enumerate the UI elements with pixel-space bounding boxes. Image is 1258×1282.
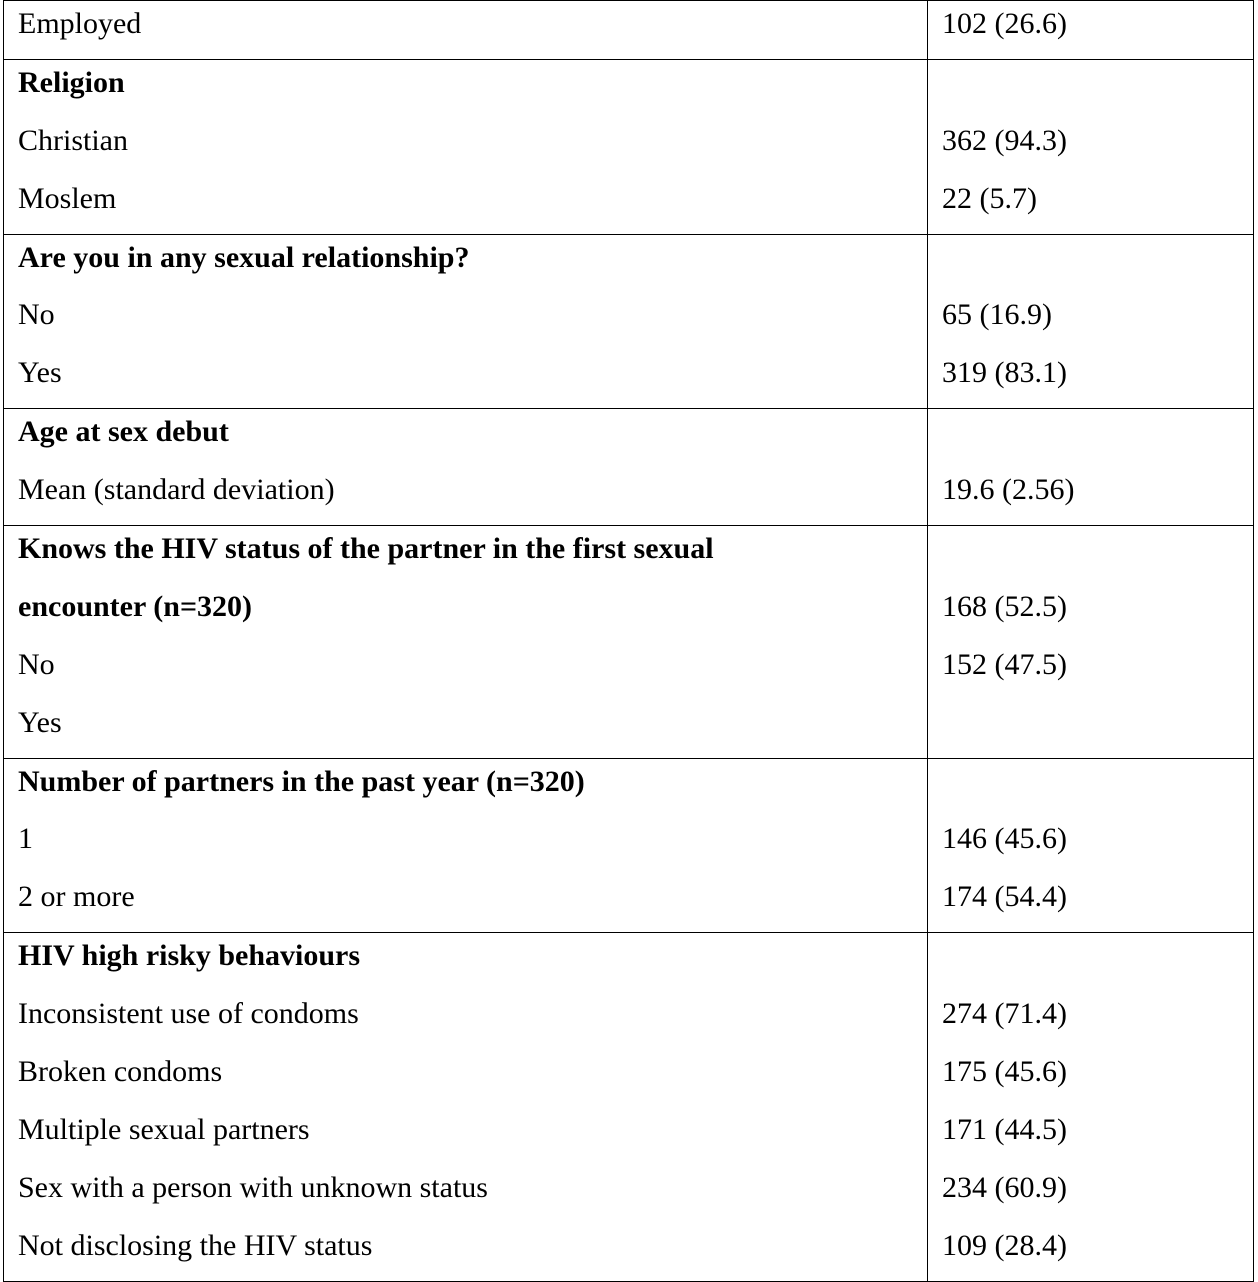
section-heading: Number of partners in the past year (n=320)	[18, 764, 585, 798]
row-value: 22 (5.7)	[942, 181, 1037, 215]
row-value: 109 (28.4)	[942, 1228, 1067, 1262]
section-label-cell	[4, 526, 928, 759]
section-value-cell	[928, 409, 1254, 526]
row-label: Inconsistent use of condoms	[18, 997, 359, 1031]
row-value: 168 (52.5)	[942, 589, 1067, 623]
row-value: 19.6 (2.56)	[942, 473, 1075, 507]
table-section-age-sex-debut	[4, 409, 1254, 526]
section-value-cell	[928, 234, 1254, 409]
row-label: Yes	[18, 705, 62, 739]
table-section-employment	[4, 1, 1254, 60]
section-value-cell	[928, 933, 1254, 1281]
row-value: 234 (60.9)	[942, 1170, 1067, 1204]
row-value: 146 (45.6)	[942, 822, 1067, 856]
table-body	[4, 1, 1254, 1282]
table-section-sexual-relationship	[4, 234, 1254, 409]
section-heading: Age at sex debut	[18, 415, 229, 449]
row-label: Moslem	[18, 181, 117, 215]
row-label: Not disclosing the HIV status	[18, 1228, 373, 1262]
section-label-cell	[4, 409, 928, 526]
row-value	[942, 759, 1253, 817]
row-value: 171 (44.5)	[942, 1112, 1067, 1146]
row-label: 2 or more	[18, 880, 135, 914]
row-label: Mean (standard deviation)	[18, 473, 335, 507]
table-section-religion	[4, 59, 1254, 234]
row-label: 1	[18, 822, 33, 856]
section-heading: Are you in any sexual relationship?	[18, 240, 470, 274]
section-label-cell	[4, 933, 928, 1281]
table-section-partners-past-year	[4, 758, 1254, 933]
section-label-cell	[4, 59, 928, 234]
row-label: No	[18, 298, 55, 332]
row-label: Christian	[18, 123, 128, 157]
section-heading: Knows the HIV status of the partner in the first sexual	[18, 532, 714, 566]
row-label: Sex with a person with unknown status	[18, 1170, 488, 1204]
row-value: 362 (94.3)	[942, 123, 1067, 157]
row-value	[942, 409, 1253, 467]
row-value: 65 (16.9)	[942, 298, 1052, 332]
section-value-cell	[928, 1, 1254, 60]
section-label-cell	[4, 1, 928, 60]
section-heading: encounter (n=320)	[18, 589, 253, 623]
section-label-cell	[4, 758, 928, 933]
row-label: Multiple sexual partners	[18, 1112, 310, 1146]
row-value	[942, 933, 1253, 991]
row-value	[942, 700, 1253, 758]
table-section-knows-hiv-status	[4, 526, 1254, 759]
row-label: No	[18, 647, 55, 681]
data-table	[3, 0, 1254, 1282]
row-label: Yes	[18, 356, 62, 390]
row-value: 174 (54.4)	[942, 880, 1067, 914]
table-section-hiv-high-risk	[4, 933, 1254, 1281]
section-value-cell	[928, 758, 1254, 933]
row-label: Employed	[18, 7, 142, 40]
section-label-cell	[4, 234, 928, 409]
row-label: Broken condoms	[18, 1055, 223, 1089]
row-value: 152 (47.5)	[942, 647, 1067, 681]
row-value	[942, 526, 1253, 584]
section-value-cell	[928, 526, 1254, 759]
section-heading: HIV high risky behaviours	[18, 939, 361, 973]
row-value	[942, 60, 1253, 118]
row-value: 274 (71.4)	[942, 997, 1067, 1031]
row-value: 102 (26.6)	[942, 7, 1067, 40]
row-value: 175 (45.6)	[942, 1055, 1067, 1089]
section-heading: Religion	[18, 65, 125, 99]
row-value	[942, 235, 1253, 293]
row-value: 319 (83.1)	[942, 356, 1067, 390]
section-value-cell	[928, 59, 1254, 234]
